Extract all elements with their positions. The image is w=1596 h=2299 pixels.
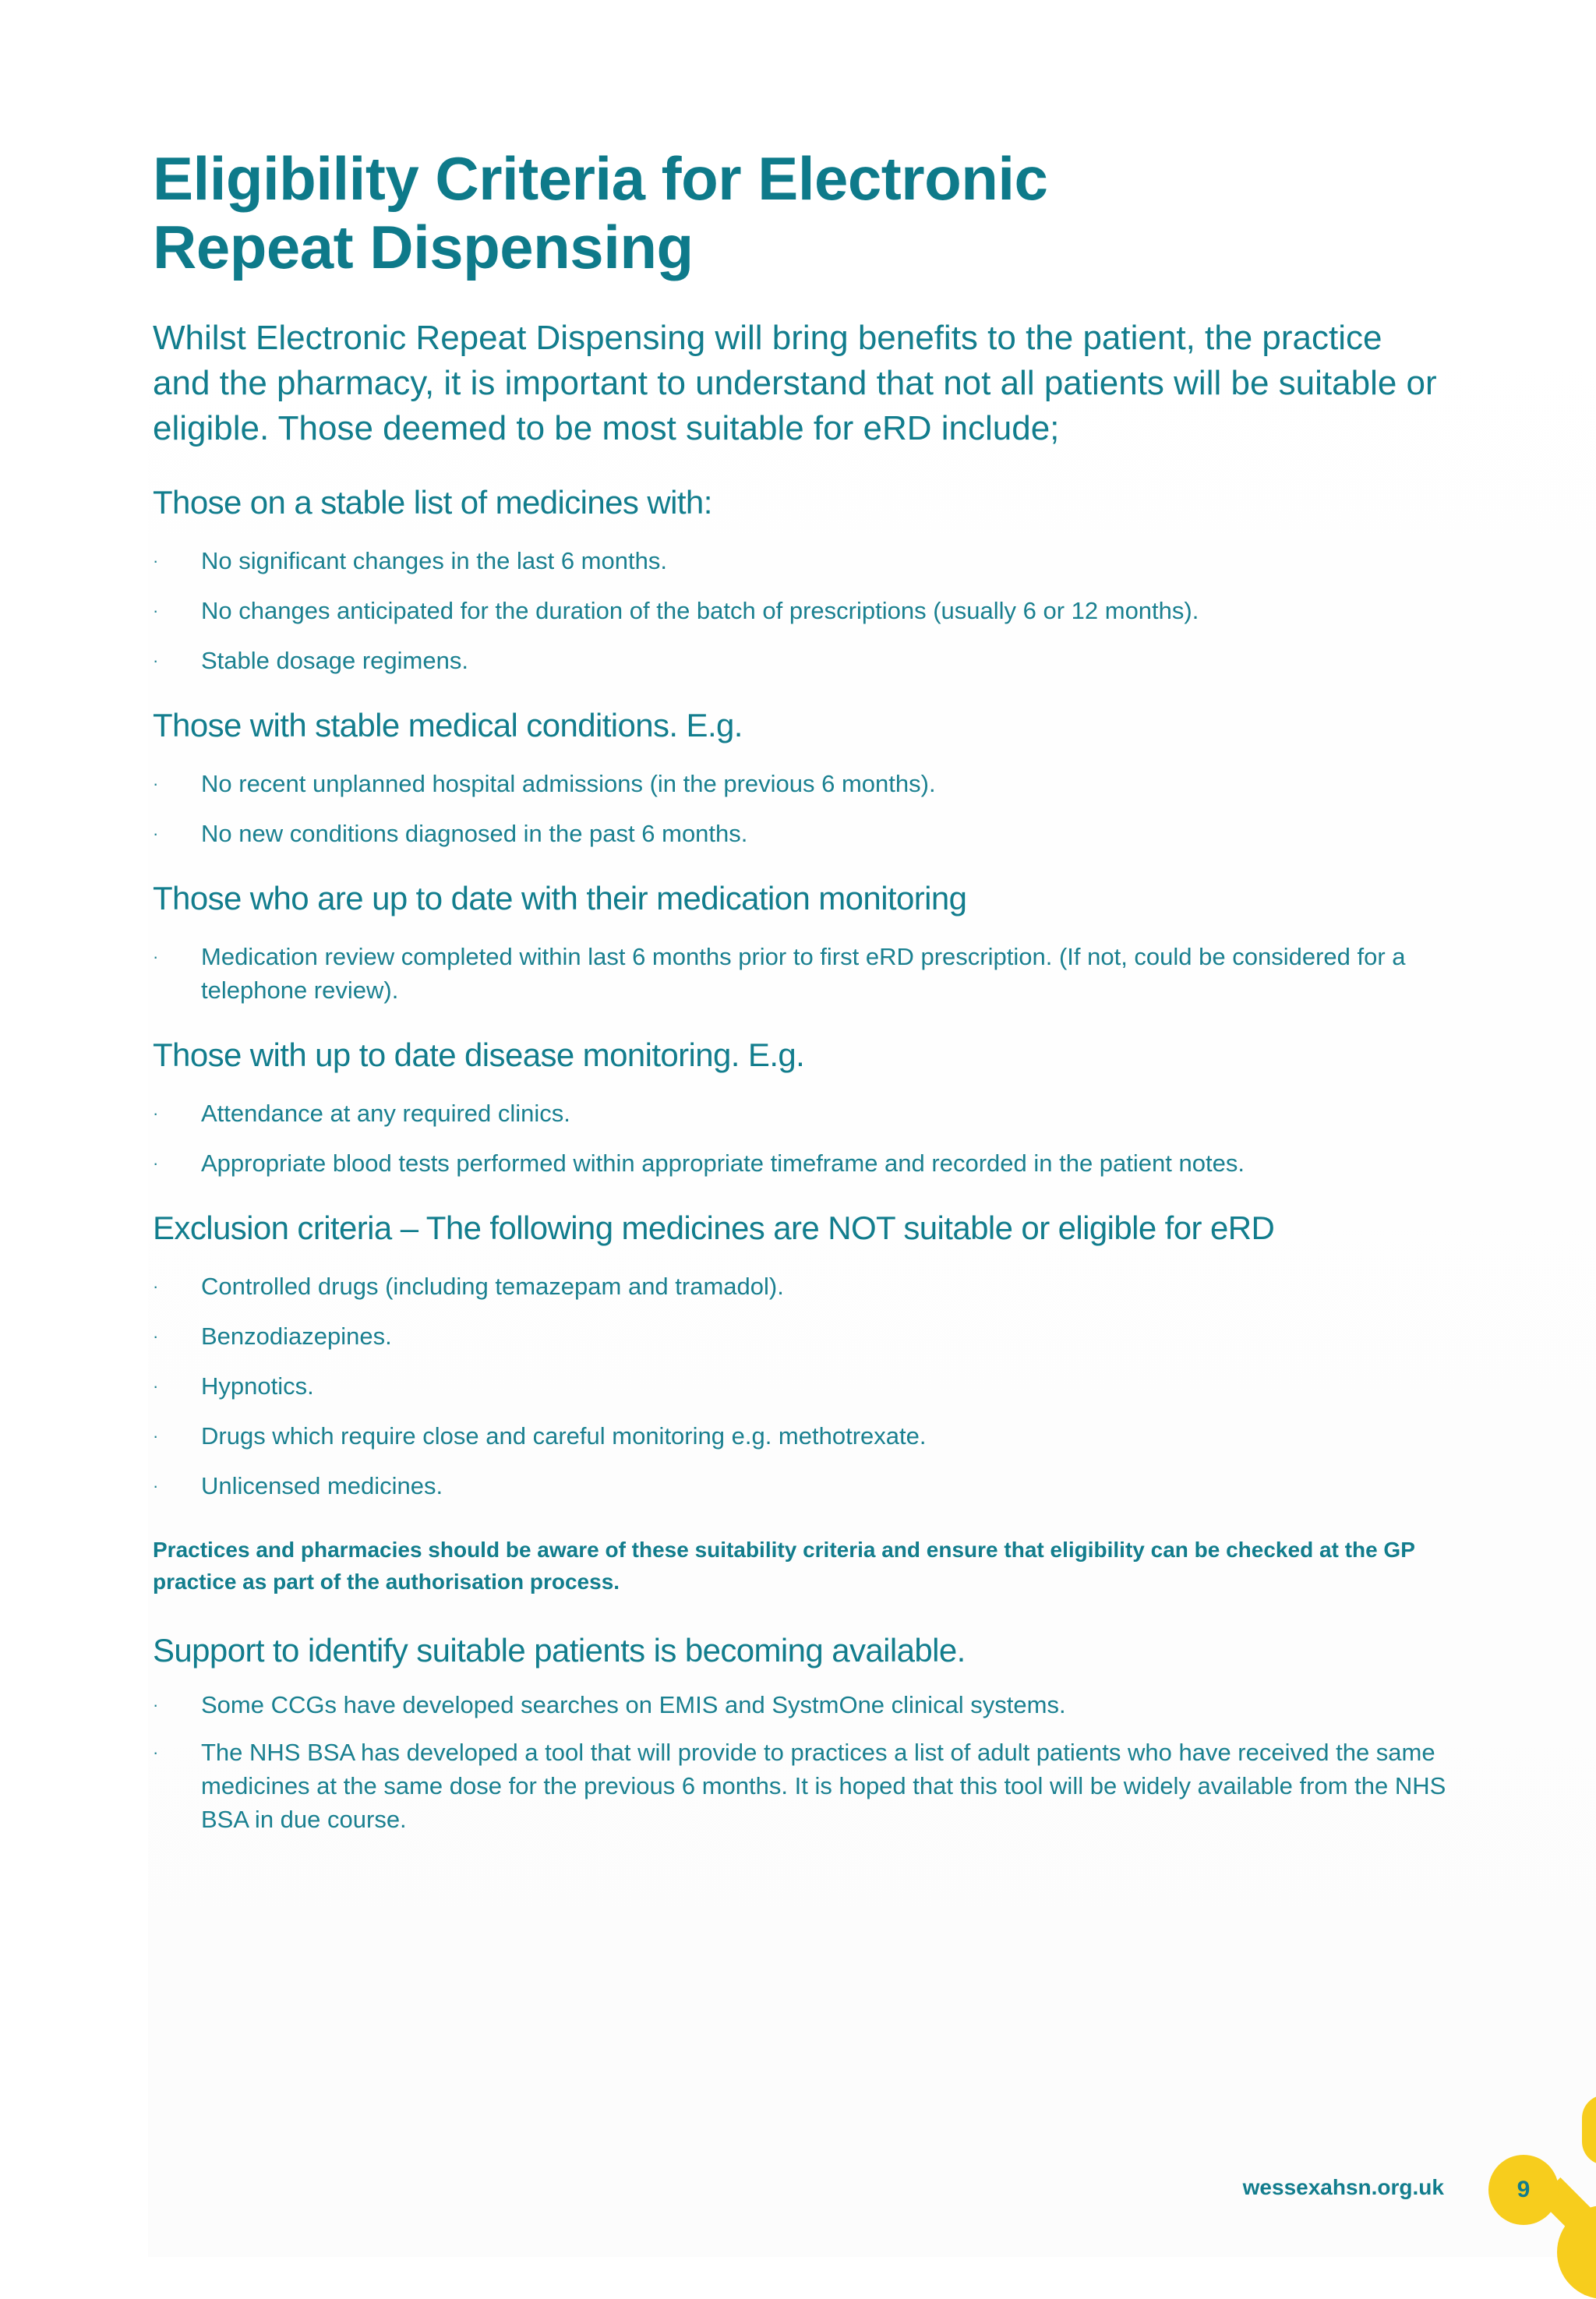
list-item	[153, 767, 1446, 800]
section-heading-stable-conditions: Those with stable medical conditions. E.g.	[153, 707, 743, 743]
bullet-icon: ·	[153, 774, 159, 793]
list-item	[153, 1369, 1446, 1403]
bullet-icon: ·	[153, 1104, 159, 1123]
bullet-icon: ·	[153, 1326, 159, 1346]
list-item-text: Stable dosage regimens.	[201, 647, 468, 674]
list-item	[153, 1097, 1446, 1130]
list-item-text: Hypnotics.	[201, 1372, 314, 1400]
bullet-icon: ·	[153, 1426, 159, 1446]
bullet-icon: ·	[153, 824, 159, 843]
bullet-icon: ·	[153, 947, 159, 966]
section-heading-disease-monitoring: Those with up to date disease monitoring. E.g.	[153, 1036, 805, 1073]
section-heading-stable-medicines: Those on a stable list of medicines with:	[153, 484, 712, 521]
list-item	[153, 544, 1446, 577]
bullet-icon: ·	[153, 1153, 159, 1173]
page-title-line-1: Eligibility Criteria for Electronic	[153, 144, 1048, 213]
footer-website-link[interactable]: wessexahsn.org.uk	[1242, 2175, 1444, 2199]
list-item-text: No recent unplanned hospital admissions (in the previous 6 months).	[201, 770, 936, 797]
bullet-icon: ·	[153, 601, 159, 620]
list-item-text: Attendance at any required clinics.	[201, 1100, 570, 1127]
list-item-text: The NHS BSA has developed a tool that will provide to practices a list of adult patients who have received the same medicines at the same dose for the previous 6 months. It is hoped that this tool will be widely available from the NHS BSA in due course.	[201, 1739, 1446, 1833]
list-item-text: Appropriate blood tests performed within appropriate timeframe and recorded in the patient notes.	[201, 1150, 1245, 1177]
bullet-icon: ·	[153, 551, 159, 570]
page-number: 9	[1517, 2177, 1531, 2202]
list-item-text: Benzodiazepines.	[201, 1323, 392, 1350]
bullet-icon: ·	[153, 1476, 159, 1496]
eligibility-note: Practices and pharmacies should be aware of these suitability criteria and ensure that eligibility can be checked at the GP practice as part of the authorisation process.	[153, 1538, 1415, 1594]
list-item	[153, 1736, 1446, 1836]
bullet-list-exclusion-criteria	[153, 1270, 1446, 1503]
bullet-icon: ·	[153, 651, 159, 670]
section-heading-exclusion-criteria: Exclusion criteria – The following medicines are NOT suitable or eligible for eRD	[153, 1210, 1275, 1246]
bullet-list-medication-monitoring	[153, 940, 1446, 1007]
list-item	[153, 1419, 1446, 1453]
intro-paragraph: Whilst Electronic Repeat Dispensing will bring benefits to the patient, the practice and the pharmacy, it is important to understand that not all patients will be suitable or eligible. Those deemed to be most suitable for eRD include;	[153, 319, 1437, 447]
list-item	[153, 940, 1446, 1007]
list-item	[153, 644, 1446, 677]
bullet-list-stable-medicines	[153, 544, 1446, 677]
page-content	[153, 144, 1446, 1836]
page-title-line-2: Repeat Dispensing	[153, 213, 694, 281]
bullet-icon: ·	[153, 1277, 159, 1296]
list-item-text: Drugs which require close and careful monitoring e.g. methotrexate.	[201, 1422, 927, 1450]
bullet-icon: ·	[153, 1376, 159, 1396]
bullet-list-disease-monitoring	[153, 1097, 1446, 1180]
bullet-list-support	[153, 1688, 1446, 1836]
list-item	[153, 594, 1446, 627]
list-item	[153, 817, 1446, 850]
page-title	[153, 144, 1446, 281]
list-item-text: No new conditions diagnosed in the past 6 months.	[201, 820, 748, 847]
list-item-text: Controlled drugs (including temazepam and tramadol).	[201, 1273, 784, 1300]
list-item-text: No significant changes in the last 6 months.	[201, 547, 667, 574]
page-number-badge	[1488, 2155, 1559, 2225]
list-item	[153, 1146, 1446, 1180]
section-heading-medication-monitoring: Those who are up to date with their medication monitoring	[153, 880, 967, 916]
list-item	[153, 1469, 1446, 1503]
bullet-icon: ·	[153, 1695, 159, 1715]
list-item-text: Medication review completed within last 6 months prior to first eRD prescription. (If not, could be considered for a telephone review).	[201, 943, 1406, 1004]
bullet-list-stable-conditions	[153, 767, 1446, 850]
list-item	[153, 1270, 1446, 1303]
section-heading-support: Support to identify suitable patients is becoming available.	[153, 1632, 966, 1669]
list-item	[153, 1319, 1446, 1353]
bullet-icon: ·	[153, 1743, 159, 1762]
list-item-text: Unlicensed medicines.	[201, 1472, 443, 1499]
list-item-text: No changes anticipated for the duration of the batch of prescriptions (usually 6 or 12 months).	[201, 597, 1199, 624]
list-item-text: Some CCGs have developed searches on EMIS and SystmOne clinical systems.	[201, 1691, 1066, 1718]
list-item	[153, 1688, 1446, 1722]
